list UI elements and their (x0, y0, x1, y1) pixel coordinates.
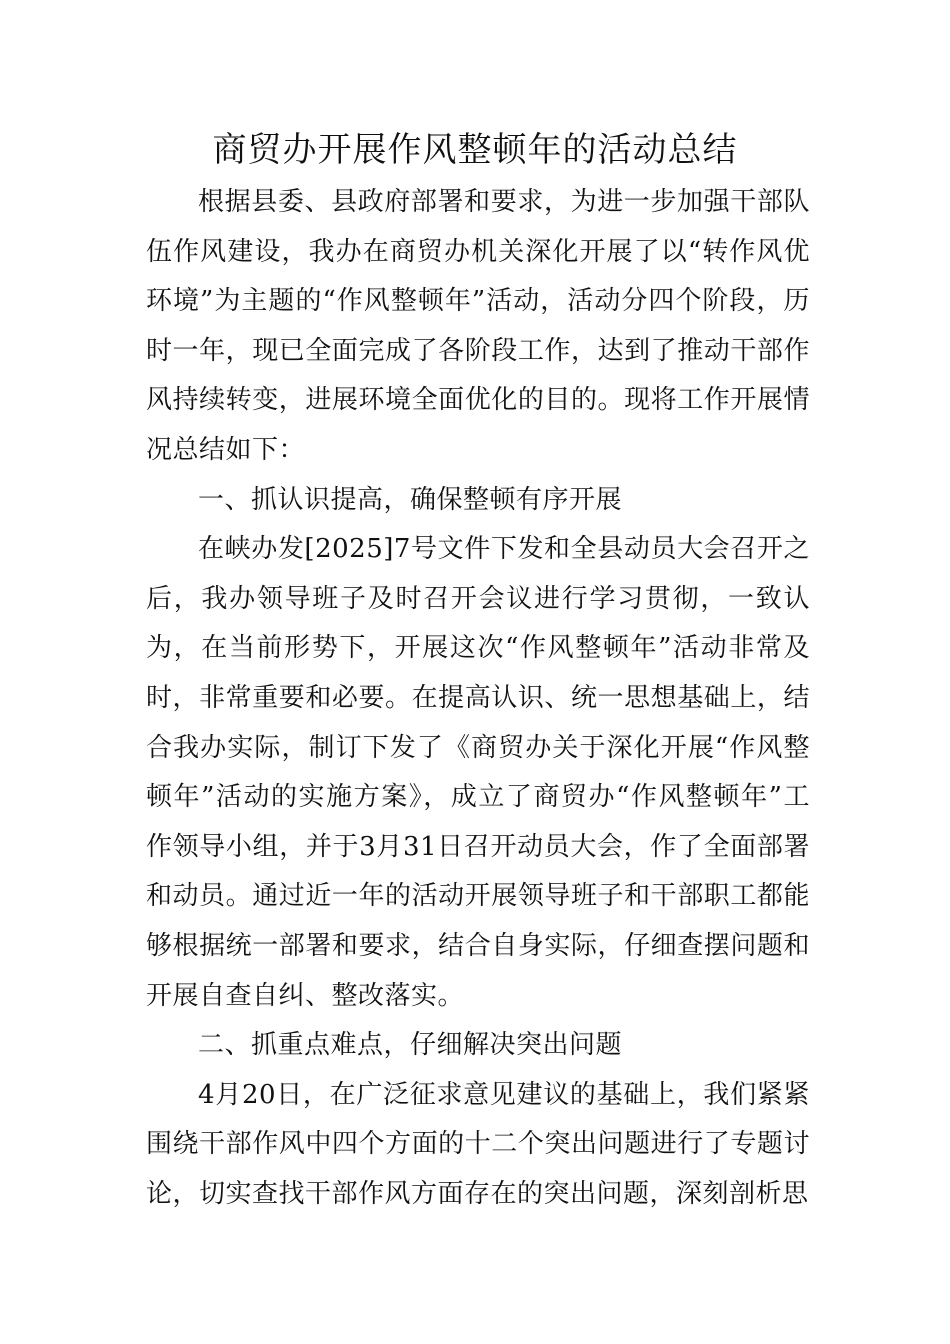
paragraph-section-1: 在峡办发[2025]7号文件下发和全县动员大会召开之后，我办领导班子及时召开会议进行学习贯彻，一致认为，在当前形势下，开展这次“作风整顿年”活动非常及时，非常重要和必要。在提高认识、统一思想基础上，结合我办实际，制订下发了《商贸办关于深化开展“作风整顿年”活动的实施方案》，成立了商贸办“作风整顿年”工作领导小组，并于3月31日召开动员大会，作了全面部署和动员。通过近一年的活动开展领导班子和干部职工都能够根据统一部署和要求，结合自身实际，仔细查摆问题和开展自查自纠、整改落实。 (146, 534, 810, 1011)
paragraph-section-2: 4月20日，在广泛征求意见建议的基础上，我们紧紧围绕干部作风中四个方面的十二个突出问题进行了专题讨论，切实查找干部作风方面存在的突出问题，深刻剖析思 (146, 1079, 810, 1209)
paragraph-intro: 根据县委、县政府部署和要求，为进一步加强干部队伍作风建设，我办在商贸办机关深化开展了以“转作风优环境”为主题的“作风整顿年”活动，活动分四个阶段，历时一年，现已全面完成了各阶段工作，达到了推动干部作风持续转变，进展环境全面优化的目的。现将工作开展情况总结如下： (146, 187, 810, 465)
document-body (146, 178, 810, 1219)
section-heading-1: 一、抓认识提高，确保整顿有序开展 (198, 484, 623, 515)
section-heading-2: 二、抓重点难点，仔细解决突出问题 (198, 1030, 623, 1061)
document-title: 商贸办开展作风整顿年的活动总结 (212, 130, 738, 170)
